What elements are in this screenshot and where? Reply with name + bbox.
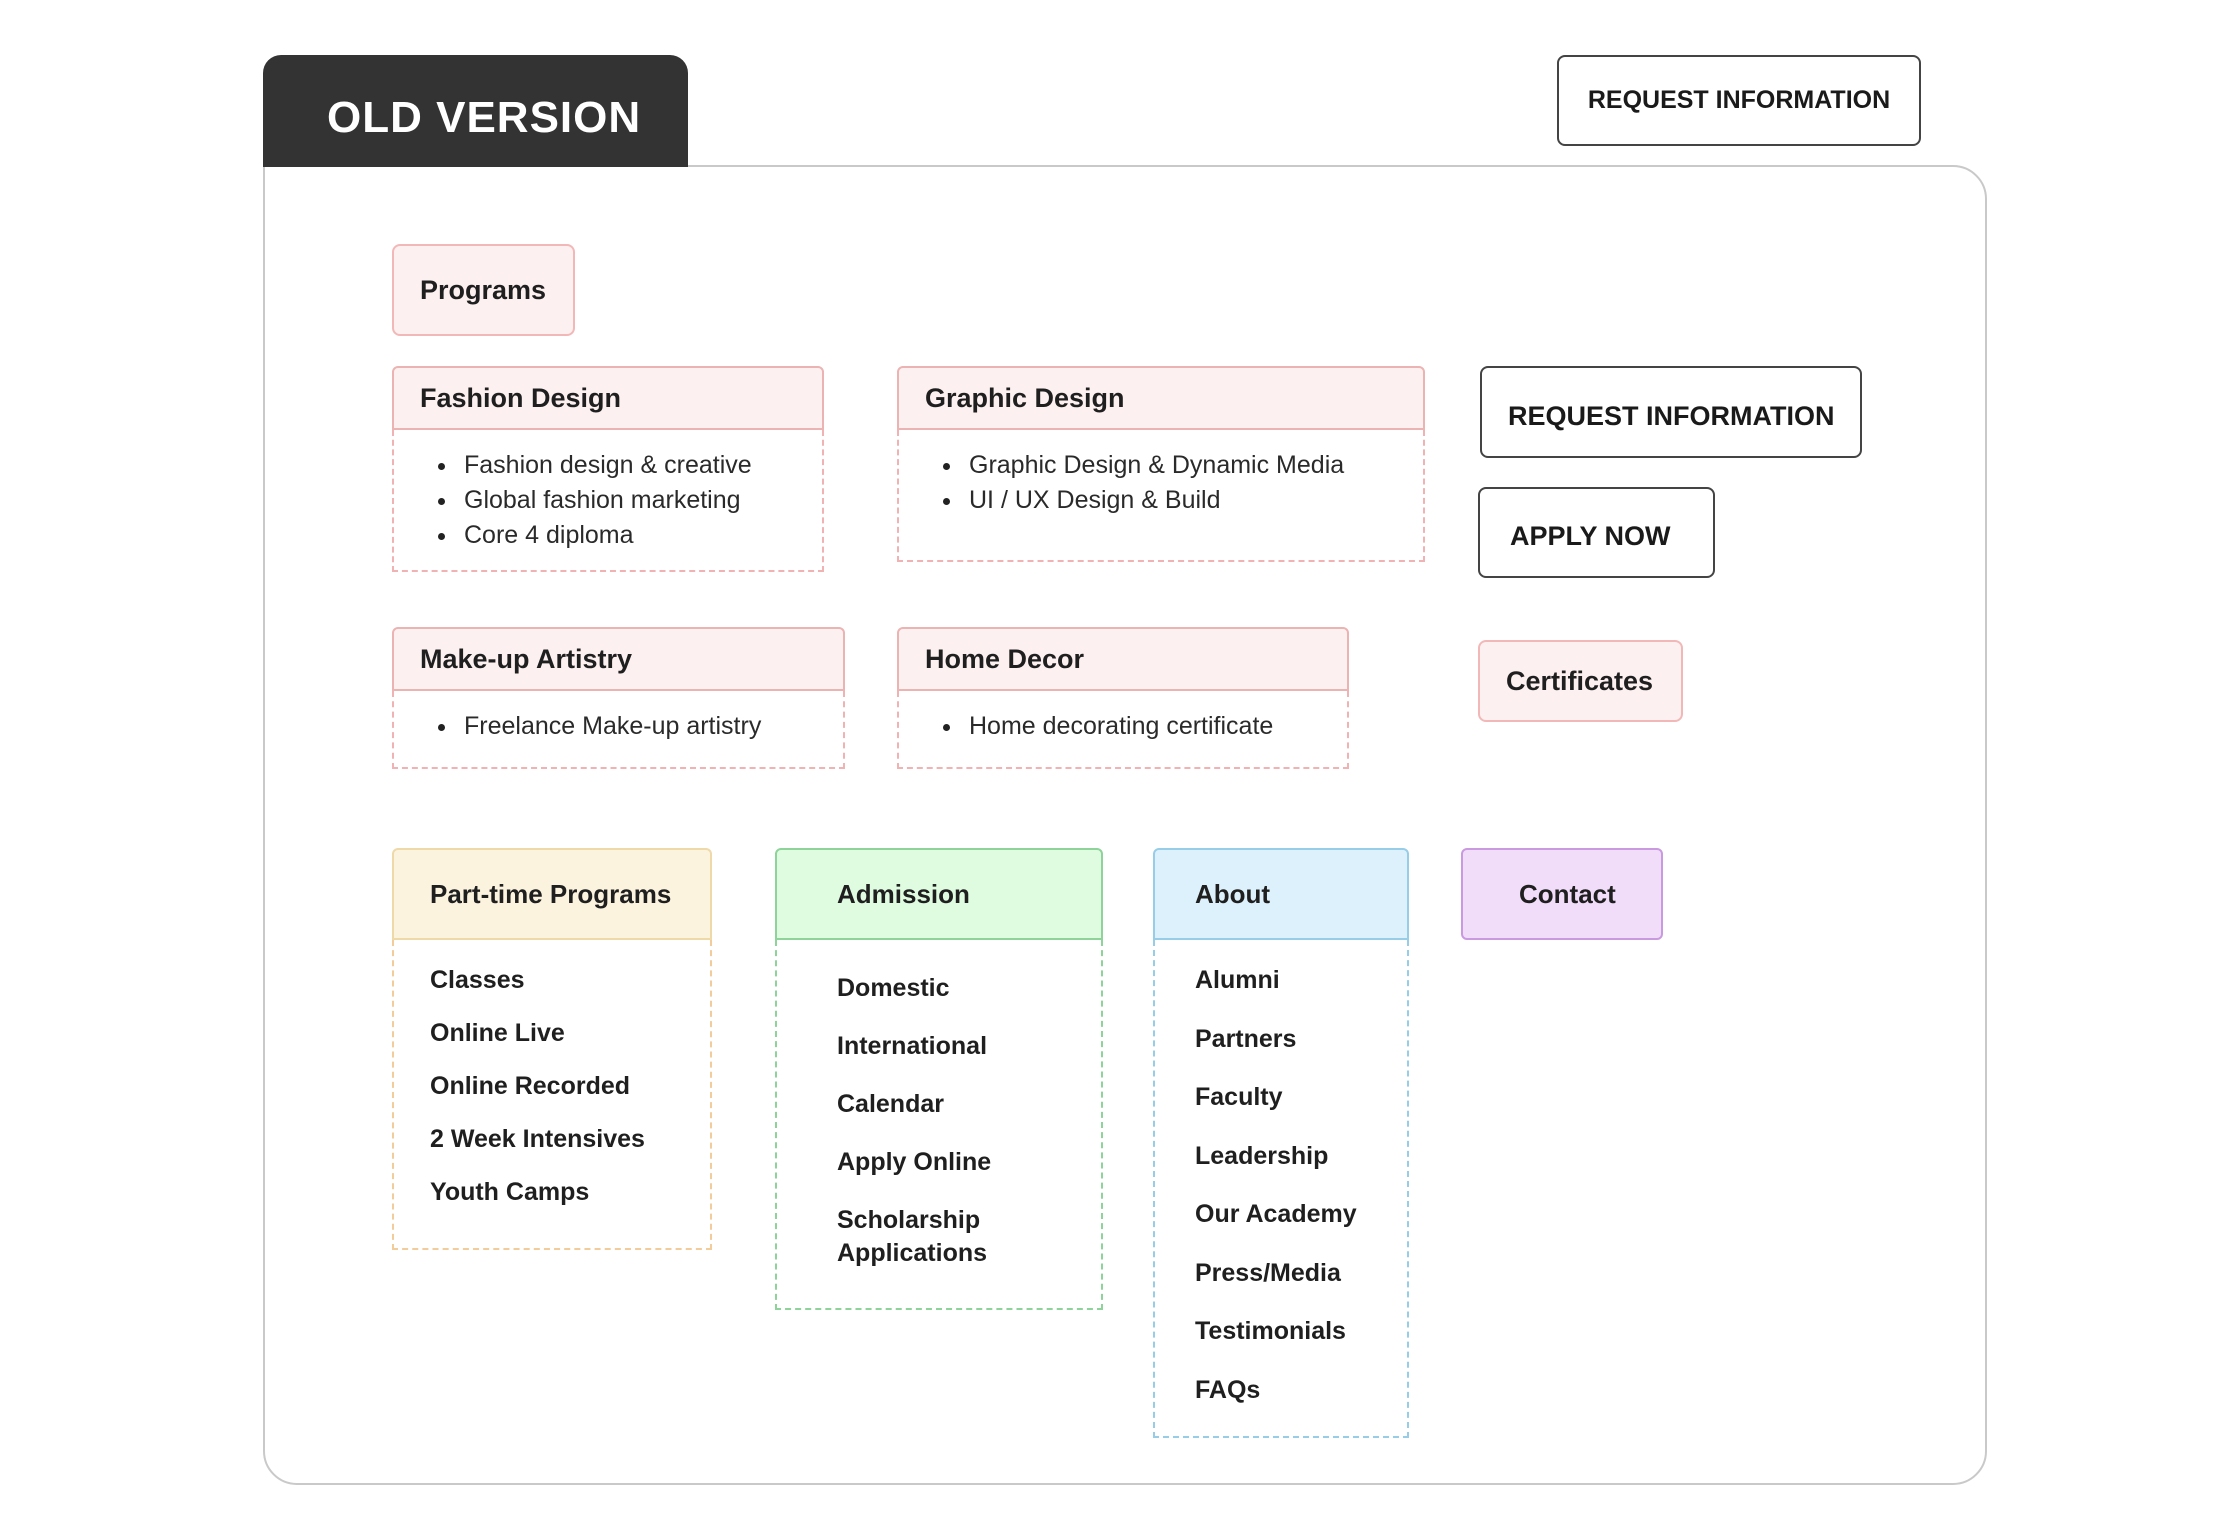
menu-title[interactable]: Admission (775, 848, 1103, 940)
menu-contact (1461, 848, 1663, 940)
menu-item[interactable]: FAQs (1195, 1375, 1261, 1404)
menu-part-time-programs (392, 848, 712, 1250)
menu-item[interactable]: Youth Camps (430, 1178, 590, 1206)
program-card-title[interactable]: Home Decor (897, 627, 1349, 691)
menu-admission (775, 848, 1103, 1310)
program-item[interactable]: Core 4 diploma (464, 518, 802, 553)
program-card-title[interactable]: Graphic Design (897, 366, 1425, 430)
menu-item[interactable]: Leadership (1195, 1141, 1329, 1170)
menu-item[interactable]: International (837, 1032, 988, 1060)
menu-title[interactable]: Part-time Programs (392, 848, 712, 940)
menu-item[interactable]: Alumni (1195, 966, 1280, 994)
menu-item[interactable]: Partners (1195, 1024, 1297, 1053)
menu-title[interactable]: Contact (1461, 848, 1663, 940)
menu-item[interactable]: 2 Week Intensives (430, 1125, 645, 1153)
menu-title[interactable]: About (1153, 848, 1409, 940)
menu-item-line: Scholarship (837, 1206, 981, 1234)
certificates-nav-item[interactable]: Certificates (1478, 640, 1683, 722)
program-item[interactable]: UI / UX Design & Build (969, 483, 1403, 518)
menu-item[interactable]: Domestic (837, 974, 950, 1002)
program-card-home-decor (897, 627, 1349, 769)
menu-item[interactable]: Calendar (837, 1090, 944, 1118)
program-card-makeup-artistry (392, 627, 845, 769)
menu-item[interactable]: Online Recorded (430, 1072, 631, 1100)
apply-now-button[interactable]: APPLY NOW (1478, 487, 1715, 578)
menu-item[interactable]: Online Live (430, 1019, 565, 1047)
program-item[interactable]: Fashion design & creative (464, 448, 802, 483)
menu-about (1153, 848, 1409, 1438)
menu-item-line: Applications (837, 1239, 988, 1267)
program-card-title[interactable]: Make-up Artistry (392, 627, 845, 691)
program-card-graphic-design (897, 366, 1425, 562)
menu-item[interactable]: Apply Online (837, 1148, 992, 1176)
programs-nav-item[interactable]: Programs (392, 244, 575, 336)
program-card-fashion-design (392, 366, 824, 572)
request-information-header-button[interactable]: REQUEST INFORMATION (1557, 55, 1921, 146)
program-item[interactable]: Global fashion marketing (464, 483, 802, 518)
menu-item[interactable]: Press/Media (1195, 1258, 1341, 1287)
menu-item[interactable]: Testimonials (1195, 1317, 1346, 1345)
old-version-tab: OLD VERSION (263, 55, 688, 167)
menu-item[interactable]: Classes (430, 966, 525, 994)
program-item[interactable]: Freelance Make-up artistry (464, 709, 823, 744)
program-item[interactable]: Graphic Design & Dynamic Media (969, 448, 1403, 483)
menu-item-scholarship-applications[interactable] (837, 1204, 1081, 1267)
sitemap-frame (263, 165, 1987, 1485)
menu-item[interactable]: Faculty (1195, 1083, 1283, 1111)
program-item[interactable]: Home decorating certificate (969, 709, 1327, 744)
menu-item[interactable]: Our Academy (1195, 1200, 1357, 1228)
program-card-title[interactable]: Fashion Design (392, 366, 824, 430)
request-information-button[interactable]: REQUEST INFORMATION (1480, 366, 1862, 458)
